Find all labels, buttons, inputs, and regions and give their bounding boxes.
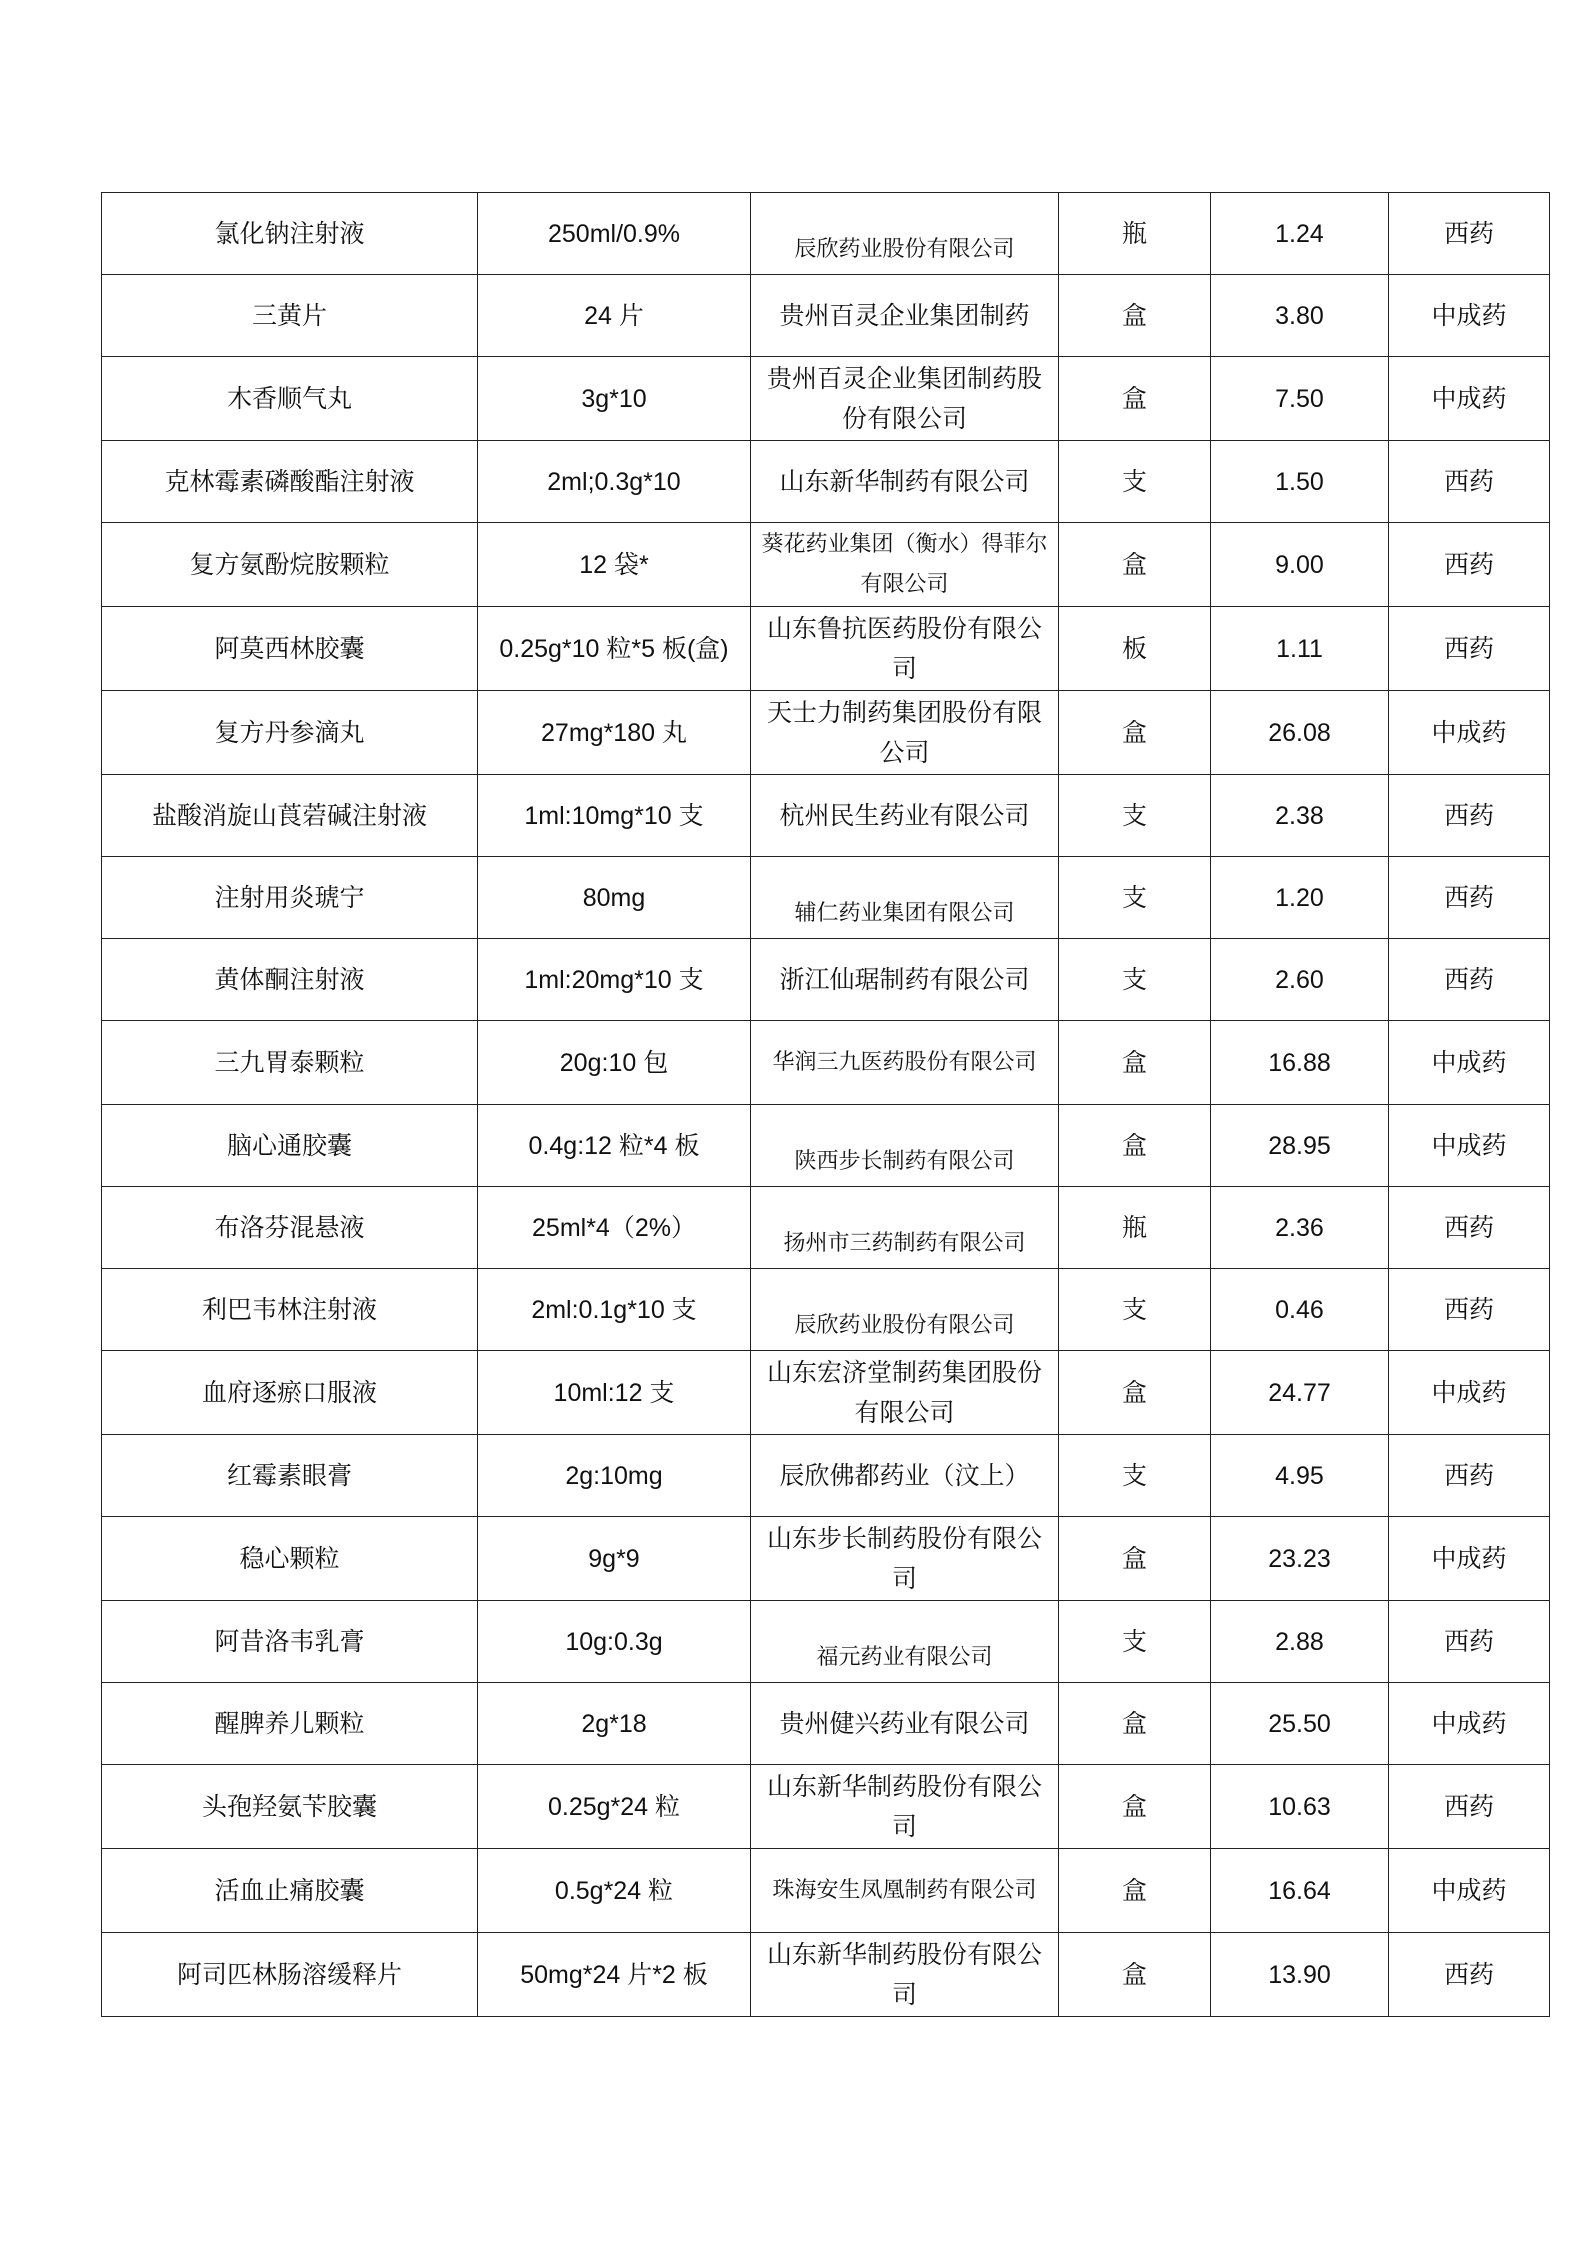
drug-name-cell: 复方氨酚烷胺颗粒 — [102, 523, 478, 607]
manufacturer-cell: 贵州百灵企业集团制药 — [751, 275, 1059, 357]
unit-cell: 盒 — [1059, 357, 1211, 441]
manufacturer-cell: 扬州市三药制药有限公司 — [751, 1187, 1059, 1269]
category-cell: 西药 — [1389, 441, 1550, 523]
price-cell: 3.80 — [1211, 275, 1389, 357]
price-cell: 4.95 — [1211, 1435, 1389, 1517]
unit-cell: 盒 — [1059, 523, 1211, 607]
table-row — [102, 1517, 1550, 1601]
manufacturer-cell: 山东鲁抗医药股份有限公司 — [751, 607, 1059, 691]
table-body — [102, 193, 1550, 2017]
unit-cell: 支 — [1059, 1435, 1211, 1517]
price-cell: 2.88 — [1211, 1601, 1389, 1683]
category-cell: 西药 — [1389, 1435, 1550, 1517]
price-cell: 1.50 — [1211, 441, 1389, 523]
manufacturer-cell: 浙江仙琚制药有限公司 — [751, 939, 1059, 1021]
price-cell: 1.11 — [1211, 607, 1389, 691]
spec-cell: 10ml:12 支 — [478, 1351, 751, 1435]
spec-cell: 0.25g*24 粒 — [478, 1765, 751, 1849]
unit-cell: 板 — [1059, 607, 1211, 691]
category-cell: 中成药 — [1389, 275, 1550, 357]
drug-name-cell: 复方丹参滴丸 — [102, 691, 478, 775]
spec-cell: 1ml:20mg*10 支 — [478, 939, 751, 1021]
category-cell: 西药 — [1389, 939, 1550, 1021]
drug-name-cell: 醒脾养儿颗粒 — [102, 1683, 478, 1765]
table-row — [102, 939, 1550, 1021]
table-row — [102, 1435, 1550, 1517]
price-cell: 2.38 — [1211, 775, 1389, 857]
manufacturer-cell: 华润三九医药股份有限公司 — [751, 1021, 1059, 1105]
category-cell: 中成药 — [1389, 357, 1550, 441]
drug-name-cell: 克林霉素磷酸酯注射液 — [102, 441, 478, 523]
spec-cell: 27mg*180 丸 — [478, 691, 751, 775]
table-row — [102, 1269, 1550, 1351]
manufacturer-cell: 珠海安生凤凰制药有限公司 — [751, 1849, 1059, 1933]
drug-name-cell: 注射用炎琥宁 — [102, 857, 478, 939]
category-cell: 西药 — [1389, 1933, 1550, 2017]
table-row — [102, 1683, 1550, 1765]
manufacturer-cell: 葵花药业集团（衡水）得菲尔有限公司 — [751, 523, 1059, 607]
category-cell: 中成药 — [1389, 1021, 1550, 1105]
unit-cell: 盒 — [1059, 275, 1211, 357]
unit-cell: 支 — [1059, 857, 1211, 939]
drug-name-cell: 活血止痛胶囊 — [102, 1849, 478, 1933]
manufacturer-cell: 辅仁药业集团有限公司 — [751, 857, 1059, 939]
manufacturer-cell: 天士力制药集团股份有限公司 — [751, 691, 1059, 775]
spec-cell: 2ml;0.3g*10 — [478, 441, 751, 523]
manufacturer-cell: 山东宏济堂制药集团股份有限公司 — [751, 1351, 1059, 1435]
table-row — [102, 1601, 1550, 1683]
drug-name-cell: 盐酸消旋山莨菪碱注射液 — [102, 775, 478, 857]
price-cell: 26.08 — [1211, 691, 1389, 775]
table-row — [102, 193, 1550, 275]
price-cell: 25.50 — [1211, 1683, 1389, 1765]
manufacturer-cell: 山东新华制药股份有限公司 — [751, 1933, 1059, 2017]
category-cell: 中成药 — [1389, 1849, 1550, 1933]
category-cell: 西药 — [1389, 523, 1550, 607]
spec-cell: 80mg — [478, 857, 751, 939]
drug-name-cell: 利巴韦林注射液 — [102, 1269, 478, 1351]
drug-name-cell: 红霉素眼膏 — [102, 1435, 478, 1517]
category-cell: 中成药 — [1389, 1517, 1550, 1601]
spec-cell: 0.25g*10 粒*5 板(盒) — [478, 607, 751, 691]
drug-price-table — [101, 192, 1550, 2017]
price-cell: 13.90 — [1211, 1933, 1389, 2017]
table-row — [102, 1849, 1550, 1933]
table-row — [102, 523, 1550, 607]
price-cell: 1.24 — [1211, 193, 1389, 275]
unit-cell: 瓶 — [1059, 193, 1211, 275]
spec-cell: 12 袋* — [478, 523, 751, 607]
table-row — [102, 607, 1550, 691]
price-cell: 10.63 — [1211, 1765, 1389, 1849]
category-cell: 西药 — [1389, 857, 1550, 939]
manufacturer-cell: 山东新华制药有限公司 — [751, 441, 1059, 523]
category-cell: 西药 — [1389, 1187, 1550, 1269]
unit-cell: 盒 — [1059, 1765, 1211, 1849]
unit-cell: 瓶 — [1059, 1187, 1211, 1269]
spec-cell: 25ml*4（2%） — [478, 1187, 751, 1269]
price-cell: 24.77 — [1211, 1351, 1389, 1435]
table-row — [102, 1351, 1550, 1435]
manufacturer-cell: 山东新华制药股份有限公司 — [751, 1765, 1059, 1849]
manufacturer-cell: 陕西步长制药有限公司 — [751, 1105, 1059, 1187]
table-row — [102, 857, 1550, 939]
category-cell: 西药 — [1389, 1269, 1550, 1351]
spec-cell: 2g:10mg — [478, 1435, 751, 1517]
manufacturer-cell: 贵州百灵企业集团制药股份有限公司 — [751, 357, 1059, 441]
drug-name-cell: 三九胃泰颗粒 — [102, 1021, 478, 1105]
price-cell: 0.46 — [1211, 1269, 1389, 1351]
drug-name-cell: 木香顺气丸 — [102, 357, 478, 441]
unit-cell: 盒 — [1059, 1517, 1211, 1601]
category-cell: 中成药 — [1389, 691, 1550, 775]
category-cell: 西药 — [1389, 607, 1550, 691]
spec-cell: 24 片 — [478, 275, 751, 357]
manufacturer-cell: 辰欣药业股份有限公司 — [751, 193, 1059, 275]
category-cell: 中成药 — [1389, 1105, 1550, 1187]
category-cell: 中成药 — [1389, 1351, 1550, 1435]
category-cell: 西药 — [1389, 775, 1550, 857]
drug-name-cell: 布洛芬混悬液 — [102, 1187, 478, 1269]
spec-cell: 9g*9 — [478, 1517, 751, 1601]
drug-name-cell: 头孢羟氨苄胶囊 — [102, 1765, 478, 1849]
manufacturer-cell: 辰欣佛都药业（汶上） — [751, 1435, 1059, 1517]
table-row — [102, 1021, 1550, 1105]
spec-cell: 2g*18 — [478, 1683, 751, 1765]
unit-cell: 支 — [1059, 441, 1211, 523]
table-row — [102, 275, 1550, 357]
drug-name-cell: 三黄片 — [102, 275, 478, 357]
drug-name-cell: 氯化钠注射液 — [102, 193, 478, 275]
table-row — [102, 357, 1550, 441]
spec-cell: 20g:10 包 — [478, 1021, 751, 1105]
drug-name-cell: 阿莫西林胶囊 — [102, 607, 478, 691]
manufacturer-cell: 辰欣药业股份有限公司 — [751, 1269, 1059, 1351]
unit-cell: 盒 — [1059, 1021, 1211, 1105]
price-cell: 2.36 — [1211, 1187, 1389, 1269]
price-cell: 1.20 — [1211, 857, 1389, 939]
manufacturer-cell: 山东步长制药股份有限公司 — [751, 1517, 1059, 1601]
drug-name-cell: 脑心通胶囊 — [102, 1105, 478, 1187]
table-row — [102, 1187, 1550, 1269]
price-cell: 9.00 — [1211, 523, 1389, 607]
spec-cell: 0.5g*24 粒 — [478, 1849, 751, 1933]
unit-cell: 盒 — [1059, 691, 1211, 775]
unit-cell: 盒 — [1059, 1933, 1211, 2017]
price-cell: 16.88 — [1211, 1021, 1389, 1105]
table-row — [102, 691, 1550, 775]
unit-cell: 支 — [1059, 939, 1211, 1021]
spec-cell: 250ml/0.9% — [478, 193, 751, 275]
drug-name-cell: 血府逐瘀口服液 — [102, 1351, 478, 1435]
drug-name-cell: 黄体酮注射液 — [102, 939, 478, 1021]
category-cell: 中成药 — [1389, 1683, 1550, 1765]
table-row — [102, 1765, 1550, 1849]
spec-cell: 1ml:10mg*10 支 — [478, 775, 751, 857]
manufacturer-cell: 杭州民生药业有限公司 — [751, 775, 1059, 857]
unit-cell: 盒 — [1059, 1105, 1211, 1187]
price-cell: 7.50 — [1211, 357, 1389, 441]
drug-name-cell: 阿司匹林肠溶缓释片 — [102, 1933, 478, 2017]
spec-cell: 3g*10 — [478, 357, 751, 441]
category-cell: 西药 — [1389, 193, 1550, 275]
spec-cell: 0.4g:12 粒*4 板 — [478, 1105, 751, 1187]
unit-cell: 支 — [1059, 1601, 1211, 1683]
table-row — [102, 441, 1550, 523]
spec-cell: 2ml:0.1g*10 支 — [478, 1269, 751, 1351]
category-cell: 西药 — [1389, 1765, 1550, 1849]
unit-cell: 支 — [1059, 1269, 1211, 1351]
spec-cell: 50mg*24 片*2 板 — [478, 1933, 751, 2017]
unit-cell: 支 — [1059, 775, 1211, 857]
price-cell: 23.23 — [1211, 1517, 1389, 1601]
manufacturer-cell: 贵州健兴药业有限公司 — [751, 1683, 1059, 1765]
unit-cell: 盒 — [1059, 1849, 1211, 1933]
unit-cell: 盒 — [1059, 1351, 1211, 1435]
price-cell: 2.60 — [1211, 939, 1389, 1021]
table-row — [102, 775, 1550, 857]
drug-name-cell: 阿昔洛韦乳膏 — [102, 1601, 478, 1683]
price-cell: 16.64 — [1211, 1849, 1389, 1933]
unit-cell: 盒 — [1059, 1683, 1211, 1765]
spec-cell: 10g:0.3g — [478, 1601, 751, 1683]
manufacturer-cell: 福元药业有限公司 — [751, 1601, 1059, 1683]
table-row — [102, 1105, 1550, 1187]
drug-name-cell: 稳心颗粒 — [102, 1517, 478, 1601]
table-row — [102, 1933, 1550, 2017]
price-cell: 28.95 — [1211, 1105, 1389, 1187]
category-cell: 西药 — [1389, 1601, 1550, 1683]
